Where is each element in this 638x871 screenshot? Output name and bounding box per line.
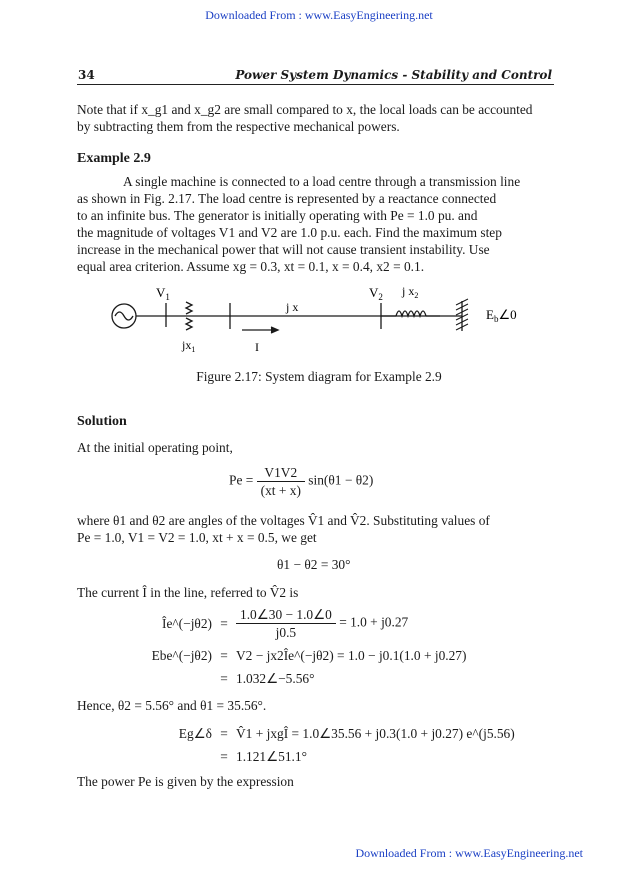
page-number: 34 [78, 68, 95, 82]
eq-rhs: 1.121∠51.1° [236, 749, 307, 764]
label-jx2: j $x_2$ [402, 284, 419, 300]
initial-point-text: At the initial operating point, [77, 440, 233, 455]
eq-current-result: = 1.0 + j0.27 [339, 614, 409, 630]
example-paragraph [77, 173, 555, 275]
eq-pe-lhs: Pe = [229, 472, 254, 488]
equation-block-eg [140, 725, 515, 765]
eq-operator: = [220, 671, 228, 686]
eq-operator: = [220, 749, 228, 764]
eq-current-denominator: j0.5 [275, 625, 297, 640]
eq-rhs: V̂1 + jxgÎ = 1.0∠35.56 + j0.3(1.0 + j0.27) e^(j5.56) [236, 726, 515, 741]
load-reactance-lower [186, 318, 192, 330]
note-paragraph [77, 101, 555, 135]
hence-text: Hence, θ2 = 5.56° and θ1 = 35.56°. [77, 698, 267, 713]
example-line: increase in the mechanical power that will not cause transient instability. Use [77, 242, 490, 257]
eq-rhs [236, 606, 466, 641]
example-line: the magnitude of voltages V1 and V2 are 1.0 p.u. each. Find the maximum step [77, 225, 502, 240]
where-line: where θ1 and θ2 are angles of the voltages V̂1 and V̂2. Substituting values of [77, 513, 490, 528]
running-head: Power System Dynamics - Stability and Control [235, 68, 552, 82]
eq-operator: = [220, 616, 228, 631]
solution-heading: Solution [77, 414, 127, 429]
example-line: as shown in Fig. 2.17. The load centre is represented by a reactance connected [77, 191, 497, 206]
label-jx1: $jx_1$ [182, 338, 196, 354]
label-jx: j x [286, 300, 299, 314]
power-text: The power Pe is given by the expression [77, 774, 294, 789]
eq-current-fraction [236, 606, 336, 641]
eq-pe-denominator: (xt + x) [260, 483, 301, 498]
label-eb: $E_b\angle 0$ [486, 307, 517, 324]
eq-pe-numerator: V1V2 [257, 464, 305, 482]
label-v2: $V_2$ [369, 285, 383, 302]
eq-rhs: V2 − jx2Îe^(−jθ2) = 1.0 − j0.1(1.0 + j0.27) [236, 648, 467, 663]
load-reactance-upper [186, 302, 192, 314]
note-line: Note that if x_g1 and x_g2 are small compared to x, the local loads can be accounted [77, 102, 533, 117]
example-line: equal area criterion. Assume xg = 0.3, xt = 0.1, x = 0.4, x2 = 0.1. [77, 259, 425, 274]
eq-lhs: Îe^(−jθ2) [162, 616, 212, 631]
equation-theta: θ1 − θ2 = 30° [277, 557, 351, 572]
reactance-x2-coil [396, 311, 426, 316]
label-v1: $V_1$ [156, 285, 170, 302]
note-line: by subtracting them from the respective mechanical powers. [77, 119, 400, 134]
current-text: The current Î in the line, referred to V̂2 is [77, 585, 299, 600]
equation-pe [229, 464, 373, 499]
example-line: A single machine is connected to a load centre through a transmission line [123, 174, 521, 189]
eq-lhs: Eg∠δ [178, 726, 212, 741]
eq-current-numerator: 1.0∠30 − 1.0∠0 [236, 606, 336, 624]
download-banner-bottom[interactable]: Downloaded From : www.EasyEngineering.net [355, 846, 583, 860]
eq-operator: = [220, 648, 228, 663]
eq-pe-rest: sin(θ1 − θ2) [308, 472, 374, 488]
example-line: to an infinite bus. The generator is initially operating with Pe = 1.0 pu. and [77, 208, 478, 223]
equation-block-current [140, 606, 466, 687]
download-banner-top[interactable]: Downloaded From : www.EasyEngineering.net [205, 8, 433, 22]
system-diagram [100, 279, 550, 359]
eq-operator: = [220, 726, 228, 741]
figure-caption: Figure 2.17: System diagram for Example 2.9 [196, 369, 442, 384]
eq-lhs: Ebe^(−jθ2) [151, 648, 212, 663]
eq-rhs: 1.032∠−5.56° [236, 671, 315, 686]
generator-sine-icon [115, 312, 133, 320]
header-rule [77, 84, 554, 85]
eq-pe-fraction [257, 464, 305, 499]
where-paragraph [77, 512, 555, 546]
label-current: I [255, 340, 259, 354]
where-line: Pe = 1.0, V1 = V2 = 1.0, xt + x = 0.5, we get [77, 530, 317, 545]
example-heading: Example 2.9 [77, 151, 151, 166]
